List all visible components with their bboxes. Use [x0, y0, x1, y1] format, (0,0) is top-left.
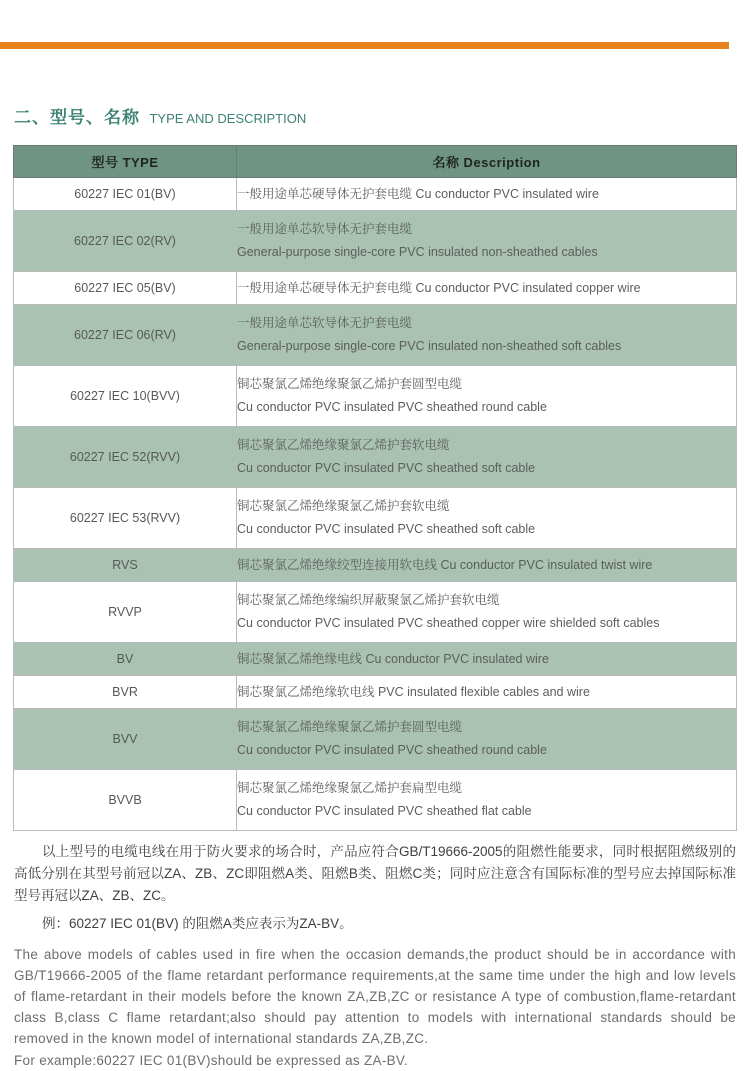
model-cell: 60227 IEC 01(BV)	[14, 178, 237, 211]
model-cell: RVVP	[14, 582, 237, 643]
description-line: 铜芯聚氯乙烯绝缘聚氯乙烯护套扁型电缆	[237, 781, 463, 795]
table-row	[14, 676, 737, 709]
section-heading	[14, 103, 306, 128]
model-cell: 60227 IEC 52(RVV)	[14, 427, 237, 488]
note-en-example: For example:60227 IEC 01(BV)should be expressed as ZA-BV.	[14, 1053, 409, 1068]
description-line: Cu conductor PVC insulated PVC sheathed soft cable	[237, 461, 536, 475]
description-line: Cu conductor PVC insulated PVC sheathed round cable	[237, 400, 547, 414]
table-header-row	[14, 146, 737, 178]
model-cell: BVV	[14, 709, 237, 770]
table-row	[14, 643, 737, 676]
description-line: 一般用途单芯硬导体无护套电缆 Cu conductor PVC insulated copper wire	[237, 280, 641, 295]
description-line: 铜芯聚氯乙烯绝缘电线 Cu conductor PVC insulated wire	[237, 651, 549, 666]
description-cell	[237, 305, 737, 366]
description-cell	[237, 643, 737, 676]
description-line: Cu conductor PVC insulated PVC sheathed round cable	[237, 743, 547, 757]
table-row	[14, 178, 737, 211]
description-line: 铜芯聚氯乙烯绝缘绞型连接用软电线 Cu conductor PVC insulated twist wire	[237, 557, 653, 572]
section-heading-en: TYPE AND DESCRIPTION	[149, 111, 307, 126]
table-body	[14, 178, 737, 831]
description-line: 铜芯聚氯乙烯绝缘聚氯乙烯护套软电缆	[237, 499, 450, 513]
model-cell: 60227 IEC 02(RV)	[14, 211, 237, 272]
note-zh: 以上型号的电缆电线在用于防火要求的场合时，产品应符合GB/T19666-2005的阻燃性能要求，同时根据阻燃级别的高低分别在其型号前冠以ZA、ZB、ZC即阻燃A类、阻燃B类、阻燃C类；同时应注意含有国际标准的型号应去掉国际标准型号再冠以ZA、ZB、ZC。	[14, 844, 736, 903]
description-line: 一般用途单芯软导体无护套电缆	[237, 222, 413, 236]
type-description-table	[13, 145, 737, 831]
description-cell	[237, 366, 737, 427]
model-cell: 60227 IEC 06(RV)	[14, 305, 237, 366]
description-cell	[237, 549, 737, 582]
description-cell	[237, 427, 737, 488]
table-row	[14, 366, 737, 427]
model-cell: 60227 IEC 10(BVV)	[14, 366, 237, 427]
table-row	[14, 582, 737, 643]
description-cell	[237, 272, 737, 305]
description-cell	[237, 178, 737, 211]
table-row	[14, 427, 737, 488]
table-row	[14, 549, 737, 582]
description-line: General-purpose single-core PVC insulated non-sheathed cables	[237, 245, 598, 259]
model-cell: 60227 IEC 53(RVV)	[14, 488, 237, 549]
table-row	[14, 211, 737, 272]
notes-section	[14, 841, 736, 1071]
description-line: 铜芯聚氯乙烯绝缘聚氯乙烯护套圆型电缆	[237, 720, 463, 734]
description-line: Cu conductor PVC insulated PVC sheathed copper wire shielded soft cables	[237, 616, 660, 630]
description-line: 一般用途单芯硬导体无护套电缆 Cu conductor PVC insulated wire	[237, 186, 599, 201]
model-cell: 60227 IEC 05(BV)	[14, 272, 237, 305]
section-heading-zh: 二、型号、名称	[14, 108, 140, 127]
table-row	[14, 709, 737, 770]
description-line: General-purpose single-core PVC insulated non-sheathed soft cables	[237, 339, 622, 353]
description-cell	[237, 770, 737, 831]
description-line: 一般用途单芯软导体无护套电缆	[237, 316, 413, 330]
description-line: 铜芯聚氯乙烯绝缘聚氯乙烯护套圆型电缆	[237, 377, 463, 391]
note-en: The above models of cables used in fire when the occasion demands,the product should be in accordance with GB/T19666-2005 of the flame retardant performance requirements,at the same time under the high and low levels of flame-retardant in their models before the known ZA,ZB,ZC or resistance A type of combustion,flame-retardant class B,class C flame retardant;also should pay attention to models with international standards should be removed in the known model of international standards ZA,ZB,ZC.	[14, 947, 736, 1046]
description-line: 铜芯聚氯乙烯绝缘软电线 PVC insulated flexible cables and wire	[237, 684, 590, 699]
column-header-type: 型号 TYPE	[14, 146, 237, 178]
description-line: 铜芯聚氯乙烯绝缘聚氯乙烯护套软电缆	[237, 438, 450, 452]
description-line: Cu conductor PVC insulated PVC sheathed soft cable	[237, 522, 536, 536]
description-cell	[237, 211, 737, 272]
model-cell: RVS	[14, 549, 237, 582]
description-line: 铜芯聚氯乙烯绝缘编织屏蔽聚氯乙烯护套软电缆	[237, 593, 500, 607]
description-cell	[237, 582, 737, 643]
top-accent-bar	[0, 42, 729, 49]
model-cell: BV	[14, 643, 237, 676]
description-cell	[237, 709, 737, 770]
description-cell	[237, 676, 737, 709]
table-row	[14, 770, 737, 831]
description-cell	[237, 488, 737, 549]
column-header-description: 名称 Description	[237, 146, 737, 178]
table-row	[14, 272, 737, 305]
table-row	[14, 305, 737, 366]
description-line: Cu conductor PVC insulated PVC sheathed flat cable	[237, 804, 532, 818]
model-cell: BVVB	[14, 770, 237, 831]
note-zh-example: 例：60227 IEC 01(BV) 的阻燃A类应表示为ZA-BV。	[42, 916, 353, 931]
table-row	[14, 488, 737, 549]
model-cell: BVR	[14, 676, 237, 709]
